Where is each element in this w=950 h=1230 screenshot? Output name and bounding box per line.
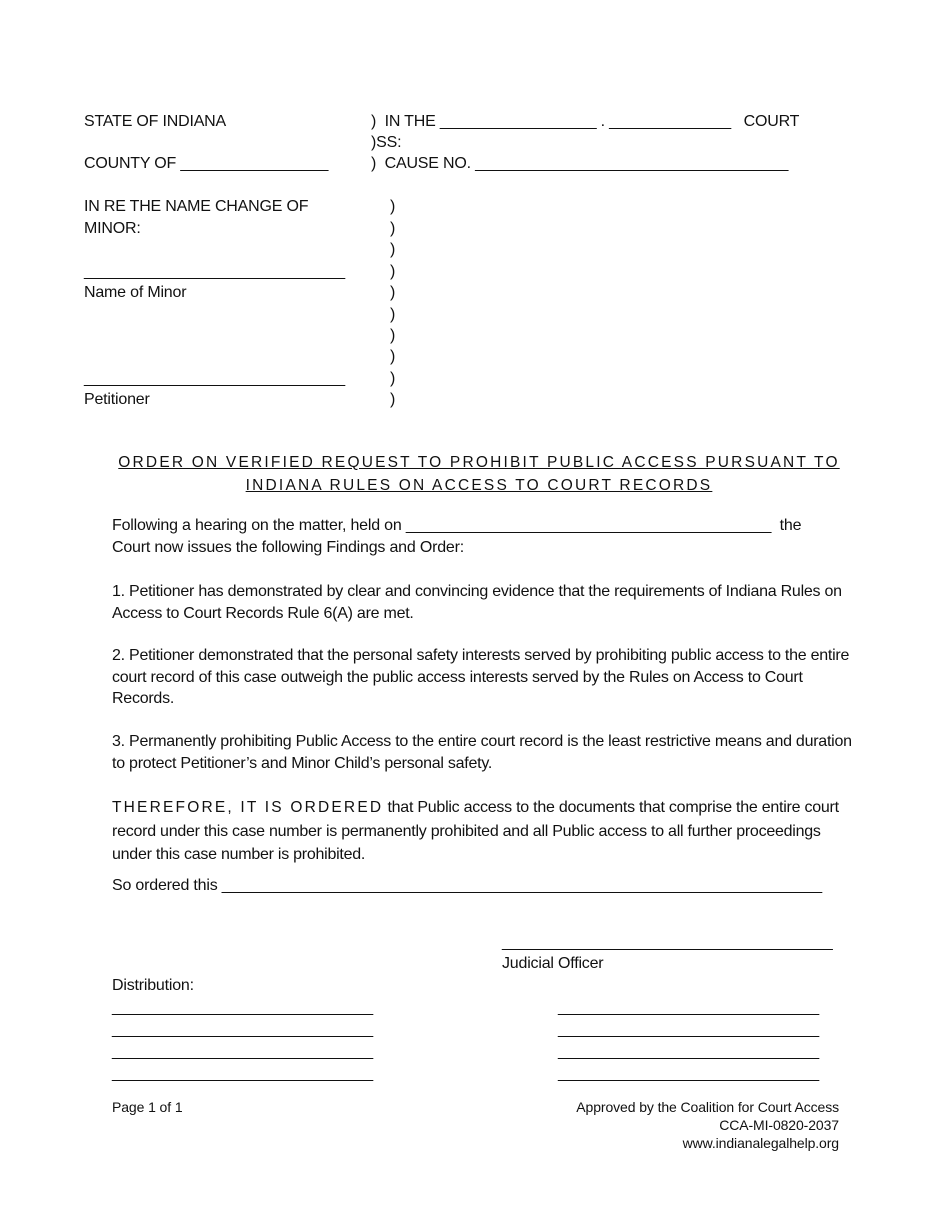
therefore-label: THEREFORE, IT IS ORDERED <box>112 799 384 816</box>
county-line: COUNTY OF _________________ <box>84 155 329 172</box>
distribution-line-right: ______________________________ <box>558 1043 819 1060</box>
form-id: CCA-MI-0820-2037 <box>719 1117 839 1133</box>
page-number: Page 1 of 1 <box>112 1099 183 1115</box>
therefore-paragraph <box>112 796 852 867</box>
cause-number-line: ) CAUSE NO. ____________________________________ <box>371 155 789 172</box>
petitioner-label: Petitioner <box>84 391 150 408</box>
caption-paren: ) <box>390 327 396 344</box>
in-re-line-2: MINOR: <box>84 220 141 237</box>
order-title-line-1: ORDER ON VERIFIED REQUEST TO PROHIBIT PUBLIC ACCESS PURSUANT TO <box>118 454 840 471</box>
state-label: STATE OF INDIANA <box>84 113 226 130</box>
caption-paren: ) <box>390 198 396 215</box>
distribution-line-left: ______________________________ <box>112 1043 373 1060</box>
approved-by: Approved by the Coalition for Court Access <box>576 1099 839 1115</box>
finding-1: 1. Petitioner has demonstrated by clear and convincing evidence that the requirements of Indiana Rules on Access to Court Records Rule 6(A) are met. <box>112 583 842 622</box>
petitioner-blank: ______________________________ <box>84 370 345 387</box>
judicial-signature-line: ______________________________________ <box>502 934 833 951</box>
website-link[interactable]: www.indianalegalhelp.org <box>682 1135 839 1151</box>
distribution-line-right: ______________________________ <box>558 1021 819 1038</box>
judicial-officer-label: Judicial Officer <box>502 955 604 972</box>
intro-line-2: Court now issues the following Findings and Order: <box>112 539 464 556</box>
finding-3: 3. Permanently prohibiting Public Access to the entire court record is the least restrictive means and duration to protect Petitioner’s and Minor Child’s personal safety. <box>112 733 852 772</box>
caption-paren: ) <box>390 263 396 280</box>
in-re-line-1: IN RE THE NAME CHANGE OF <box>84 198 309 215</box>
minor-name-blank: ______________________________ <box>84 263 345 280</box>
caption-paren: ) <box>390 241 396 258</box>
distribution-label: Distribution: <box>112 977 194 994</box>
distribution-line-right: ______________________________ <box>558 999 819 1016</box>
finding-2: 2. Petitioner demonstrated that the personal safety interests served by prohibiting public access to the entire court record of this case outweigh the public access interests served by the Rules on Access to Court Records. <box>112 647 850 707</box>
caption-paren: ) <box>390 391 396 408</box>
so-ordered-line: So ordered this _____________________________________________________________________ <box>112 877 822 894</box>
caption-paren: ) <box>390 220 396 237</box>
distribution-line-left: ______________________________ <box>112 1021 373 1038</box>
order-title-line-2: INDIANA RULES ON ACCESS TO COURT RECORDS <box>245 477 713 494</box>
name-of-minor-label: Name of Minor <box>84 284 187 301</box>
caption-paren: ) <box>390 306 396 323</box>
intro-line-1: Following a hearing on the matter, held on __________________________________________ the <box>112 517 802 534</box>
therefore-text: that Public access to the documents that comprise the entire court record under this case number is permanently prohibited and all Public access to all further proceedings under this case number is prohibited. <box>112 799 839 863</box>
caption-paren: ) <box>390 348 396 365</box>
distribution-line-right: ______________________________ <box>558 1065 819 1082</box>
court-name-line: ) IN THE __________________ . ______________ COURT <box>371 113 800 130</box>
caption-paren: ) <box>390 370 396 387</box>
caption-paren: ) <box>390 284 396 301</box>
ss-label: )SS: <box>371 134 402 151</box>
distribution-line-left: ______________________________ <box>112 999 373 1016</box>
distribution-line-left: ______________________________ <box>112 1065 373 1082</box>
